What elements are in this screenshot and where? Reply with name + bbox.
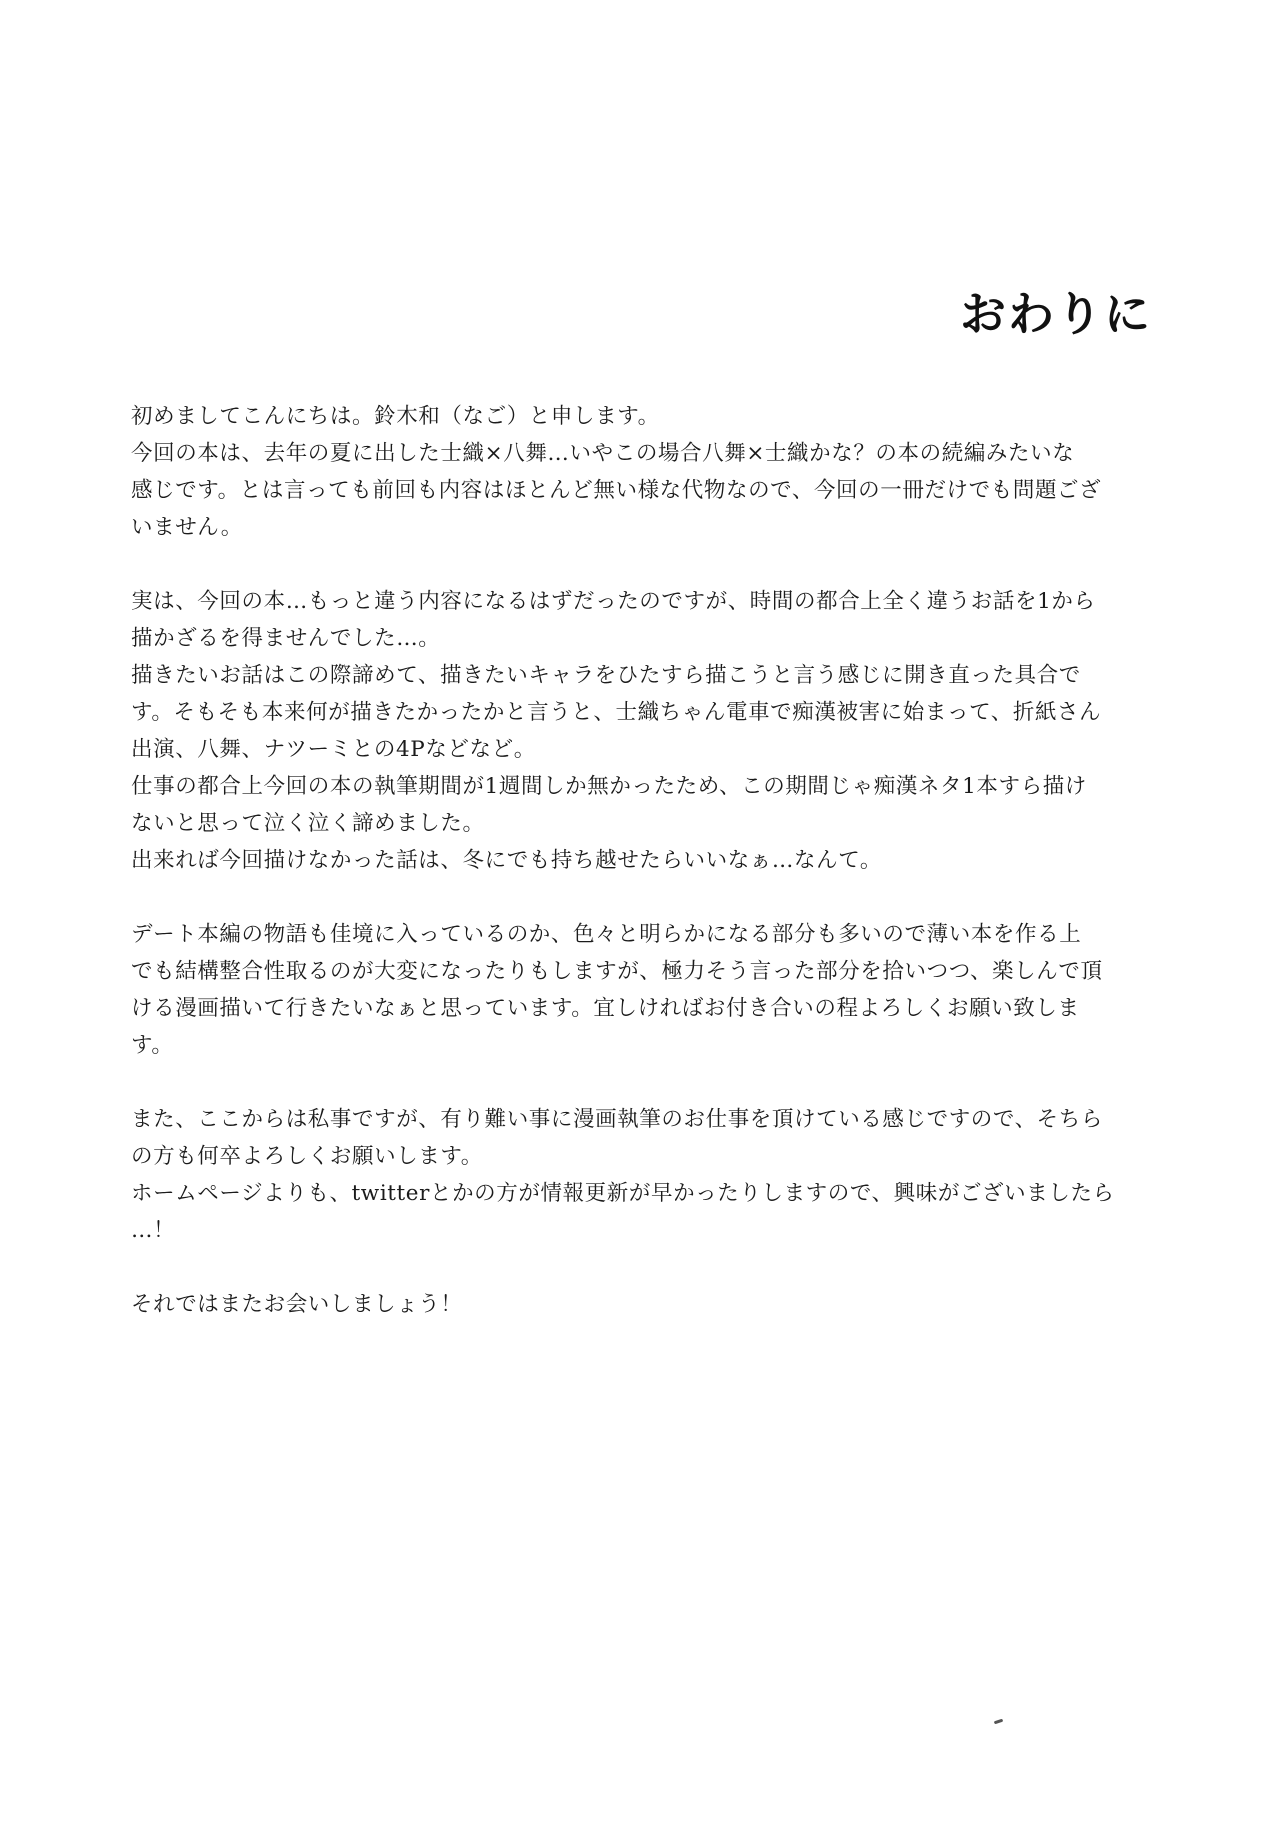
paragraph <box>131 398 1131 546</box>
text-line: 出演、八舞、ナツーミとの4Pなどなど。 <box>131 737 536 762</box>
text-line: 描きたいお話はこの際諦めて、描きたいキャラをひたすら描こうと言う感じに開き直った具合で <box>131 663 1081 688</box>
page-title: おわりに <box>960 287 1152 341</box>
paragraph-gap <box>131 546 1131 583</box>
paragraph-gap <box>131 1249 1131 1286</box>
paragraph <box>131 1286 1131 1323</box>
text-line: 今回の本は、去年の夏に出した士織×八舞…いやこの場合八舞×士織かな？の本の続編みたいな <box>131 441 1075 466</box>
text-line: 仕事の都合上今回の本の執筆期間が1週間しか無かったため、この期間じゃ痴漢ネタ1本すら描け <box>131 774 1087 799</box>
text-line: また、ここからは私事ですが、有り難い事に漫画執筆のお仕事を頂けている感じですので、そちら <box>131 1107 1103 1132</box>
paragraph-gap <box>131 879 1131 916</box>
text-line: デート本編の物語も佳境に入っているのか、色々と明らかになる部分も多いので薄い本を作る上 <box>131 922 1082 947</box>
paragraph <box>131 583 1131 879</box>
text-line: 実は、今回の本…もっと違う内容になるはずだったのですが、時間の都合上全く違うお話を1から <box>131 589 1096 614</box>
text-line: ホームページよりも、twitterとかの方が情報更新が早かったりしますので、興味がございましたら <box>131 1181 1115 1206</box>
text-line: ないと思って泣く泣く諦めました。 <box>131 811 485 836</box>
text-line: いません。 <box>131 515 243 540</box>
paragraph-gap <box>131 1064 1131 1101</box>
text-line: …！ <box>131 1218 176 1243</box>
afterword-body <box>131 398 1131 1323</box>
text-line: 出来れば今回描けなかった話は、冬にでも持ち越せたらいいなぁ…なんて。 <box>131 848 882 873</box>
text-line: す。 <box>131 1033 174 1058</box>
text-line: 描かざるを得ませんでした…。 <box>131 626 441 651</box>
paragraph <box>131 1101 1131 1249</box>
text-line: ける漫画描いて行きたいなぁと思っています。宜しければお付き合いの程よろしくお願い致しま <box>131 996 1080 1021</box>
text-line: の方も何卒よろしくお願いします。 <box>131 1144 483 1169</box>
text-line: でも結構整合性取るのが大変になったりもしますが、極力そう言った部分を拾いつつ、楽しんで頂 <box>131 959 1103 984</box>
text-line: す。そもそも本来何が描きたかったかと言うと、士織ちゃん電車で痴漢被害に始まって、折紙さん <box>131 700 1102 725</box>
text-line: それではまたお会いしましょう！ <box>131 1292 463 1317</box>
paragraph <box>131 916 1131 1064</box>
text-line: 初めましてこんにちは。鈴木和（なご）と申します。 <box>131 404 660 429</box>
text-line: 感じです。とは言っても前回も内容はほとんど無い様な代物なので、今回の一冊だけでも問題ござ <box>131 478 1102 503</box>
scan-speck <box>994 1719 1003 1725</box>
